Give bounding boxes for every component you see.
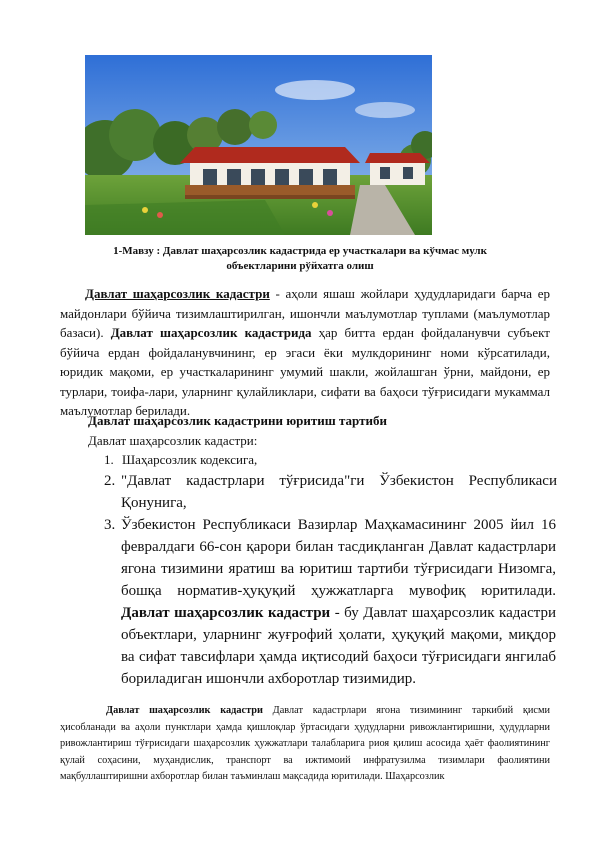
closing-paragraph (60, 703, 550, 786)
list-text-part: Ўзбекистон Республикаси Вазирлар Маҳкамасининг 2005 йил 16 февралдаги 66-сон қарори билан тасдиқланган Давлат кадастрлари ягона тизимини яратиш ва юритиш тартиби тўғрисидаги Низомга, бошқа норматив-ҳуқуқий ҳужжатларга мувофиқ юритилади. (121, 517, 556, 599)
list-number: 1. (104, 452, 114, 467)
lead-line: Давлат шаҳарсозлик кадастри: (88, 433, 258, 448)
list-item (104, 452, 257, 468)
house-photo (85, 55, 432, 235)
term-state-cadastre: Давлат шаҳарсозлик кадастри (85, 286, 270, 301)
intro-text-2: ҳар битта ердан фойдаланувчи субъект бўйича ердан фойдаланувчининг, ер эгаси ёки мулкдорининг номи кўрсатилади, юридик мақоми, ер участкаларининг умумий шакли, жойлашган ўрни, майдони, ер турлари, тоифа-лари, уларнинг қулайликлари, сифати ва баҳоси тўғрисидаги мукаммал маълумотлар берилади. (60, 325, 550, 418)
term-state-cadastre-2: Давлат шаҳарсозлик кадастрида (110, 325, 312, 340)
house-illustration (85, 55, 432, 235)
figure-caption: 1-Мавзу : Давлат шаҳарсозлик кадастрида ер участкалари ва кўчмас мулк объектларини рўйхатга олиш (113, 245, 487, 272)
closing-text: Давлат кадастрлари ягона тизимининг таркибий қисми ҳисобланади ва аҳоли пунктлари ҳамда қишлоқлар ўртасидаги ҳудудларни ривожлантиришни, ҳудудларни ривожлантириш тўғрисидаги шаҳарсозлик ҳужжатлари талабларига риоя қилиш асосида ҳаёт фаолиятининг қулай соҳасини, муҳандислик, транспорт ва ижтимоий инфратузилма тизимлари фаолиятини мақбуллаштиришни ахборотлар билан таъминлаш мақсадида юритилади. Шаҳарсозлик (60, 705, 550, 783)
intro-text-1: - аҳоли яшаш жойлари ҳудудларидаги барча ер майдонлари бўйича тизимлаштирилган, ишончли маълумотлар туплами (маълумотлар базаси). (60, 286, 550, 340)
list-text (121, 514, 556, 690)
section-heading: Давлат шаҳарсозлик кадастрини юритиш тартиби (88, 413, 387, 428)
list-text-part: - бу Давлат шаҳарсозлик кадастри объектлари, уларнинг жуғрофий ҳолати, ҳуқуқий мақоми, миқдор ва сифат тавсифлари ҳамда иқтисодий баҳоси тўғрисидаги янгилаб бориладиган ишончли ахборотлар тизимидир. (121, 605, 556, 687)
closing-term: Давлат шаҳарсозлик кадастри (106, 705, 263, 716)
intro-paragraph (60, 284, 550, 421)
list-text: Шаҳарсозлик кодексига, (122, 452, 258, 467)
list-number: 2. (104, 473, 116, 489)
list-text-bold: Давлат шаҳарсозлик кадастри (121, 605, 331, 621)
list-number: 3. (104, 517, 116, 533)
list-text: "Давлат кадастрлари тўғрисида"ги Ўзбекистон Республикаси Қонунига, (121, 473, 557, 511)
